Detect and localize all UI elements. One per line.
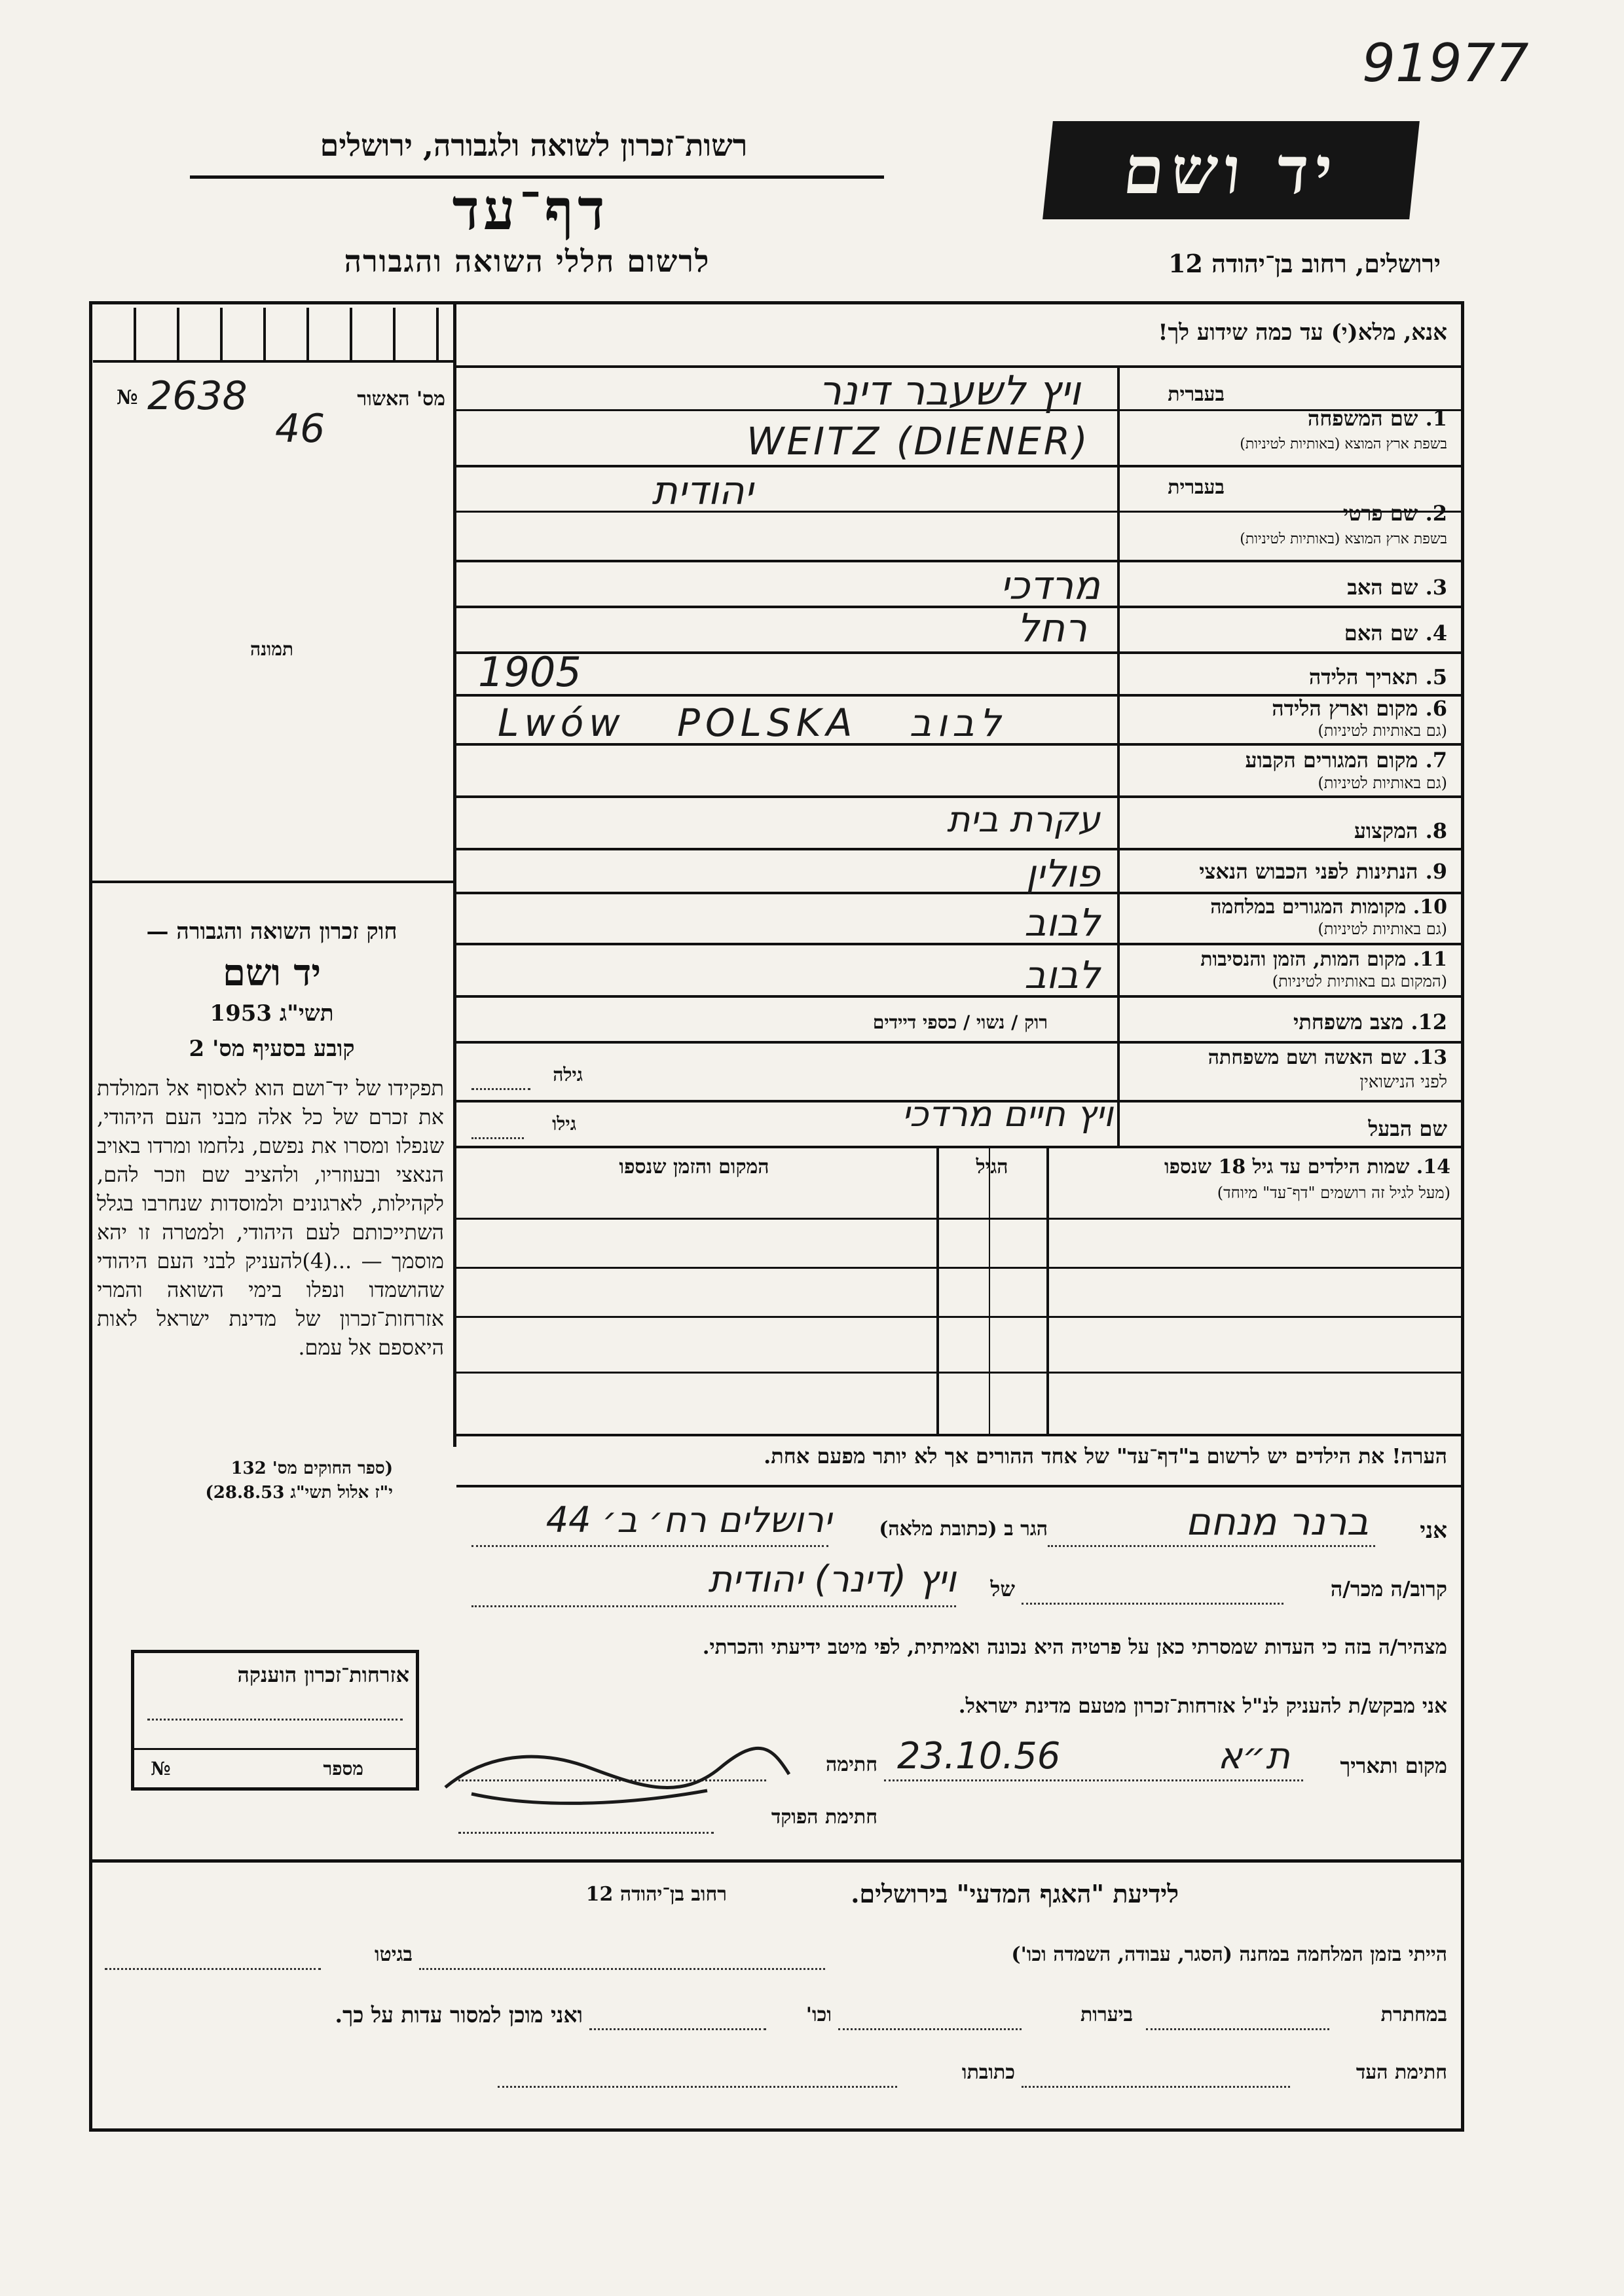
- yad-vashem-logo: [1043, 121, 1420, 219]
- witness-signature-label: חתימת העד: [1356, 2061, 1447, 2084]
- children-label: 14. שמות הילדים עד גיל 18 שנספו: [1164, 1156, 1450, 1178]
- declarant-request: אני מבקש/ת להעניק לנ"ל אזרחות־זכרון מטעם מדינת ישראל.: [958, 1694, 1447, 1718]
- declarant-ani: אני: [1420, 1518, 1447, 1544]
- field-2-value: יהודית: [652, 468, 753, 514]
- form-subtitle: לרשום חללי השואה והגבורה: [344, 244, 710, 279]
- header-address: ירושלים, רחוב בן־יהודה 12: [1168, 249, 1441, 278]
- field-4-value: רחל: [1016, 606, 1087, 651]
- field-3-value: מרדכי: [1000, 563, 1100, 609]
- logo-text: יד ושם: [1119, 132, 1343, 209]
- date-value: 23.10.56: [897, 1735, 1061, 1777]
- field-9-value: פולין: [1025, 851, 1100, 896]
- field-13-age-label: גילה: [553, 1064, 583, 1085]
- declarant-address: ירושלים רח׳ ב׳ 44: [545, 1499, 832, 1540]
- field-2-hebrew-tag: בעברית: [1168, 476, 1225, 499]
- official-signature-line: [458, 1832, 714, 1834]
- field-1-value-latin: WEITZ (DIENER): [747, 419, 1090, 464]
- ready-statement: ואני מוכן למסור עדות על כך.: [335, 2002, 583, 2028]
- archive-number: 91977: [1362, 33, 1529, 94]
- place-date-label: מקום ותאריך: [1340, 1753, 1447, 1778]
- law-reference-2: י"ז אלול תשי"ג 28.8.53): [205, 1483, 393, 1503]
- note-rule: [456, 1485, 1464, 1487]
- field-11-label: 11. מקום המות, הזמן והנסיבות: [1200, 948, 1447, 971]
- field-2-label: 2. שם פרטי: [1342, 501, 1447, 526]
- field-1-label: 1. שם המשפחה: [1307, 406, 1447, 431]
- row-rule: [456, 465, 1464, 467]
- children-col-2: [936, 1146, 939, 1435]
- field-5-value: 1905: [478, 648, 581, 696]
- children-col-1: [1046, 1146, 1049, 1435]
- instructions: אנא, מלא(י) עד כמה שידוע לך!: [1158, 319, 1447, 346]
- relative-label: קרוב/ה מכר/ה: [1330, 1576, 1447, 1601]
- row-rule: [456, 1146, 1464, 1148]
- field-6-sub: (גם באותיות לטיניות): [1318, 721, 1447, 740]
- approval-label: מס' האשור: [357, 388, 445, 410]
- approval-no-sign: №: [117, 386, 138, 409]
- memorial-box-number-label: מספר: [323, 1758, 363, 1779]
- left-column-divider: [453, 301, 456, 1447]
- law-body: תפקידו של יד־ושם הוא לאסוף אל המולדת את זכרם של כל אלה מבני העם היהודי, שנפלו ומסרו את נפשם, נלחמו ומרדו באויב הנאצי ובעוזריו, ולהציב שם וזכר להם, לקהילות, לארגונים ולמוסדות שנחרבו בגלל השתייכותם לעם היהודי, ולמטרה זו יהא מוסמך — ...(4)להעניק לבני העם היהודי שהושמדו ונפלו בימי השואה והמרי אזרחות־זכרון של מדינת ישראל לאות היאספם אל עמם.: [97, 1076, 445, 1360]
- field-4-label: 4. שם האם: [1344, 621, 1447, 646]
- official-signature-label: חתימת הפוקד: [771, 1806, 877, 1829]
- etc-label: וכו': [805, 2003, 832, 2026]
- law-name: יד ושם: [222, 951, 322, 994]
- field-6-value: Lwów POLSKA לבוב: [498, 701, 1006, 745]
- field-3-label: 3. שם האב: [1347, 575, 1447, 600]
- law-title: חוק זכרון השואה והגבורה —: [146, 919, 397, 945]
- field-13-age-line: [471, 1088, 530, 1090]
- law-year: תשי"ג 1953: [210, 1000, 334, 1027]
- children-sub: (מעל לגיל זה רושמים "דף־עד" מיוחד): [1217, 1184, 1450, 1202]
- hiding-label: במחתרת: [1380, 2003, 1447, 2026]
- row-rule: [456, 795, 1464, 798]
- husband-age-line: [471, 1137, 524, 1139]
- approval-ticks: [93, 308, 453, 363]
- memorial-box-no-sign: №: [151, 1758, 171, 1779]
- field-10-value: לבוב: [1024, 900, 1100, 945]
- form-title: דף־עד: [452, 177, 609, 243]
- authority-name: רשות־זכרון לשואה ולגבורה, ירושלים: [320, 128, 748, 163]
- children-col-3: [989, 1146, 990, 1435]
- field-12-label: 12. מצב משפחתי: [1293, 1010, 1447, 1034]
- field-7-label: 7. מקום המגורים הקבוע: [1245, 748, 1447, 773]
- field-13-label: 13. שם האשה ושם משפחתה: [1208, 1046, 1447, 1069]
- children-row: [456, 1218, 1464, 1220]
- hiding-line: [1146, 2028, 1329, 2030]
- children-row: [456, 1267, 1464, 1269]
- children-row: [456, 1316, 1464, 1318]
- husband-value: ויץ חיים מרדכי: [902, 1093, 1113, 1135]
- memorial-box-title: אזרחות־זכרון הוענקה: [237, 1662, 409, 1687]
- approval-number: 2638: [147, 373, 248, 419]
- children-row: [456, 1372, 1464, 1374]
- field-8-value: עקרת בית: [946, 799, 1100, 840]
- etc-line: [589, 2028, 766, 2030]
- bottom-section-rule: [89, 1859, 1464, 1863]
- field-1-sub: בשפת ארץ המוצא (באותיות לטיניות): [1240, 436, 1447, 452]
- field-8-label: 8. המקצוע: [1354, 818, 1447, 843]
- forests-line: [838, 2028, 1022, 2030]
- declarant-name-line: [1048, 1545, 1375, 1547]
- camp-line-label: הייתי בזמן המלחמה במחנה (הסגר, עבודה, השמדה וכו'): [1011, 1943, 1447, 1966]
- bottom-address: רחוב בן־יהודה 12: [585, 1883, 727, 1906]
- relative-of-line: [471, 1605, 956, 1607]
- memorial-citizenship-box: [131, 1650, 419, 1791]
- husband-age-label: גילו: [552, 1113, 576, 1135]
- children-bottom: [456, 1434, 1464, 1436]
- relative-of-label: של: [990, 1576, 1015, 1601]
- label-column-divider: [1117, 367, 1120, 1146]
- field-1-hebrew-tag: בעברית: [1168, 383, 1225, 406]
- field-7-sub: (גם באותיות לטיניות): [1318, 774, 1447, 792]
- field-11-value: לבוב: [1024, 953, 1100, 997]
- field-2-sub: בשפת ארץ המוצא (באותיות לטיניות): [1240, 531, 1447, 547]
- field-6-label: 6. מקום וארץ הלידה: [1272, 696, 1447, 721]
- row-rule: [456, 1041, 1464, 1044]
- field-10-sub: (גם באותיות לטיניות): [1318, 920, 1447, 938]
- witness-signature-line: [1022, 2086, 1290, 2088]
- witness-address-label: כתובתו: [961, 2061, 1015, 2084]
- ghetto-label: בגיטו: [374, 1943, 413, 1966]
- law-clause: קובע בסעיף מס' 2: [189, 1036, 355, 1062]
- declarant-resides-label: הגר ב (כתובת מלאה): [879, 1518, 1048, 1540]
- law-reference-1: (ספר החוקים מס' 132: [231, 1459, 393, 1478]
- declarant-statement: מצהיר/ה בזה כי העדות שמסרתי כאן על פרטיה היא נכונה ואמיתית, לפי מיטב ידיעתי והכרתי.: [702, 1635, 1447, 1659]
- place-value: ת״א: [1217, 1735, 1290, 1777]
- children-age-header: הגיל: [976, 1156, 1008, 1178]
- relative-line: [1022, 1603, 1283, 1605]
- bottom-title: לידיעת "האגף המדעי" בירושלים.: [851, 1879, 1179, 1908]
- field-10-label: 10. מקומות המגורים במלחמה: [1210, 896, 1447, 919]
- field-5-label: 5. תאריך הלידה: [1308, 665, 1447, 689]
- field-11-sub: (המקום גם באותיות לטיניות): [1272, 972, 1447, 991]
- relative-of-value: ויץ (דינר) יהודית: [708, 1558, 956, 1601]
- photo-label: תמונה: [249, 638, 294, 660]
- law-box-rule: [89, 881, 456, 883]
- field-13-sub: לפני הנישואין: [1359, 1072, 1447, 1092]
- declarant-name: ברנר מנחם: [1185, 1499, 1369, 1544]
- field-12-value: רוק / נשוי / כספי דיידים: [872, 1011, 1048, 1033]
- declarant-address-line: [471, 1545, 828, 1547]
- camp-line: [419, 1968, 825, 1970]
- note: הערה! את הילדים יש לרשום ב"דף־עד" של אחד ההורים אך לא יותר מפעם אחת.: [764, 1444, 1447, 1468]
- row-rule: [456, 848, 1464, 850]
- field-1-value-hebrew: ויץ לשעבר דינר: [819, 367, 1080, 414]
- row-rule: [456, 560, 1464, 562]
- signature-label: חתימה: [826, 1753, 877, 1776]
- memorial-box-rule: [134, 1748, 416, 1750]
- witness-address-line: [498, 2086, 897, 2088]
- ghetto-line: [105, 1968, 321, 1970]
- approval-extra: 46: [275, 406, 325, 452]
- forests-label: ביערות: [1080, 2003, 1133, 2026]
- field-9-label: 9. הנתינות לפני הכבוש הנאצי: [1199, 859, 1447, 884]
- husband-label: שם הבעל: [1368, 1116, 1447, 1141]
- memorial-box-line: [147, 1719, 403, 1721]
- children-place-header: המקום והזמן שנספו: [619, 1156, 769, 1178]
- place-date-line: [884, 1779, 1303, 1781]
